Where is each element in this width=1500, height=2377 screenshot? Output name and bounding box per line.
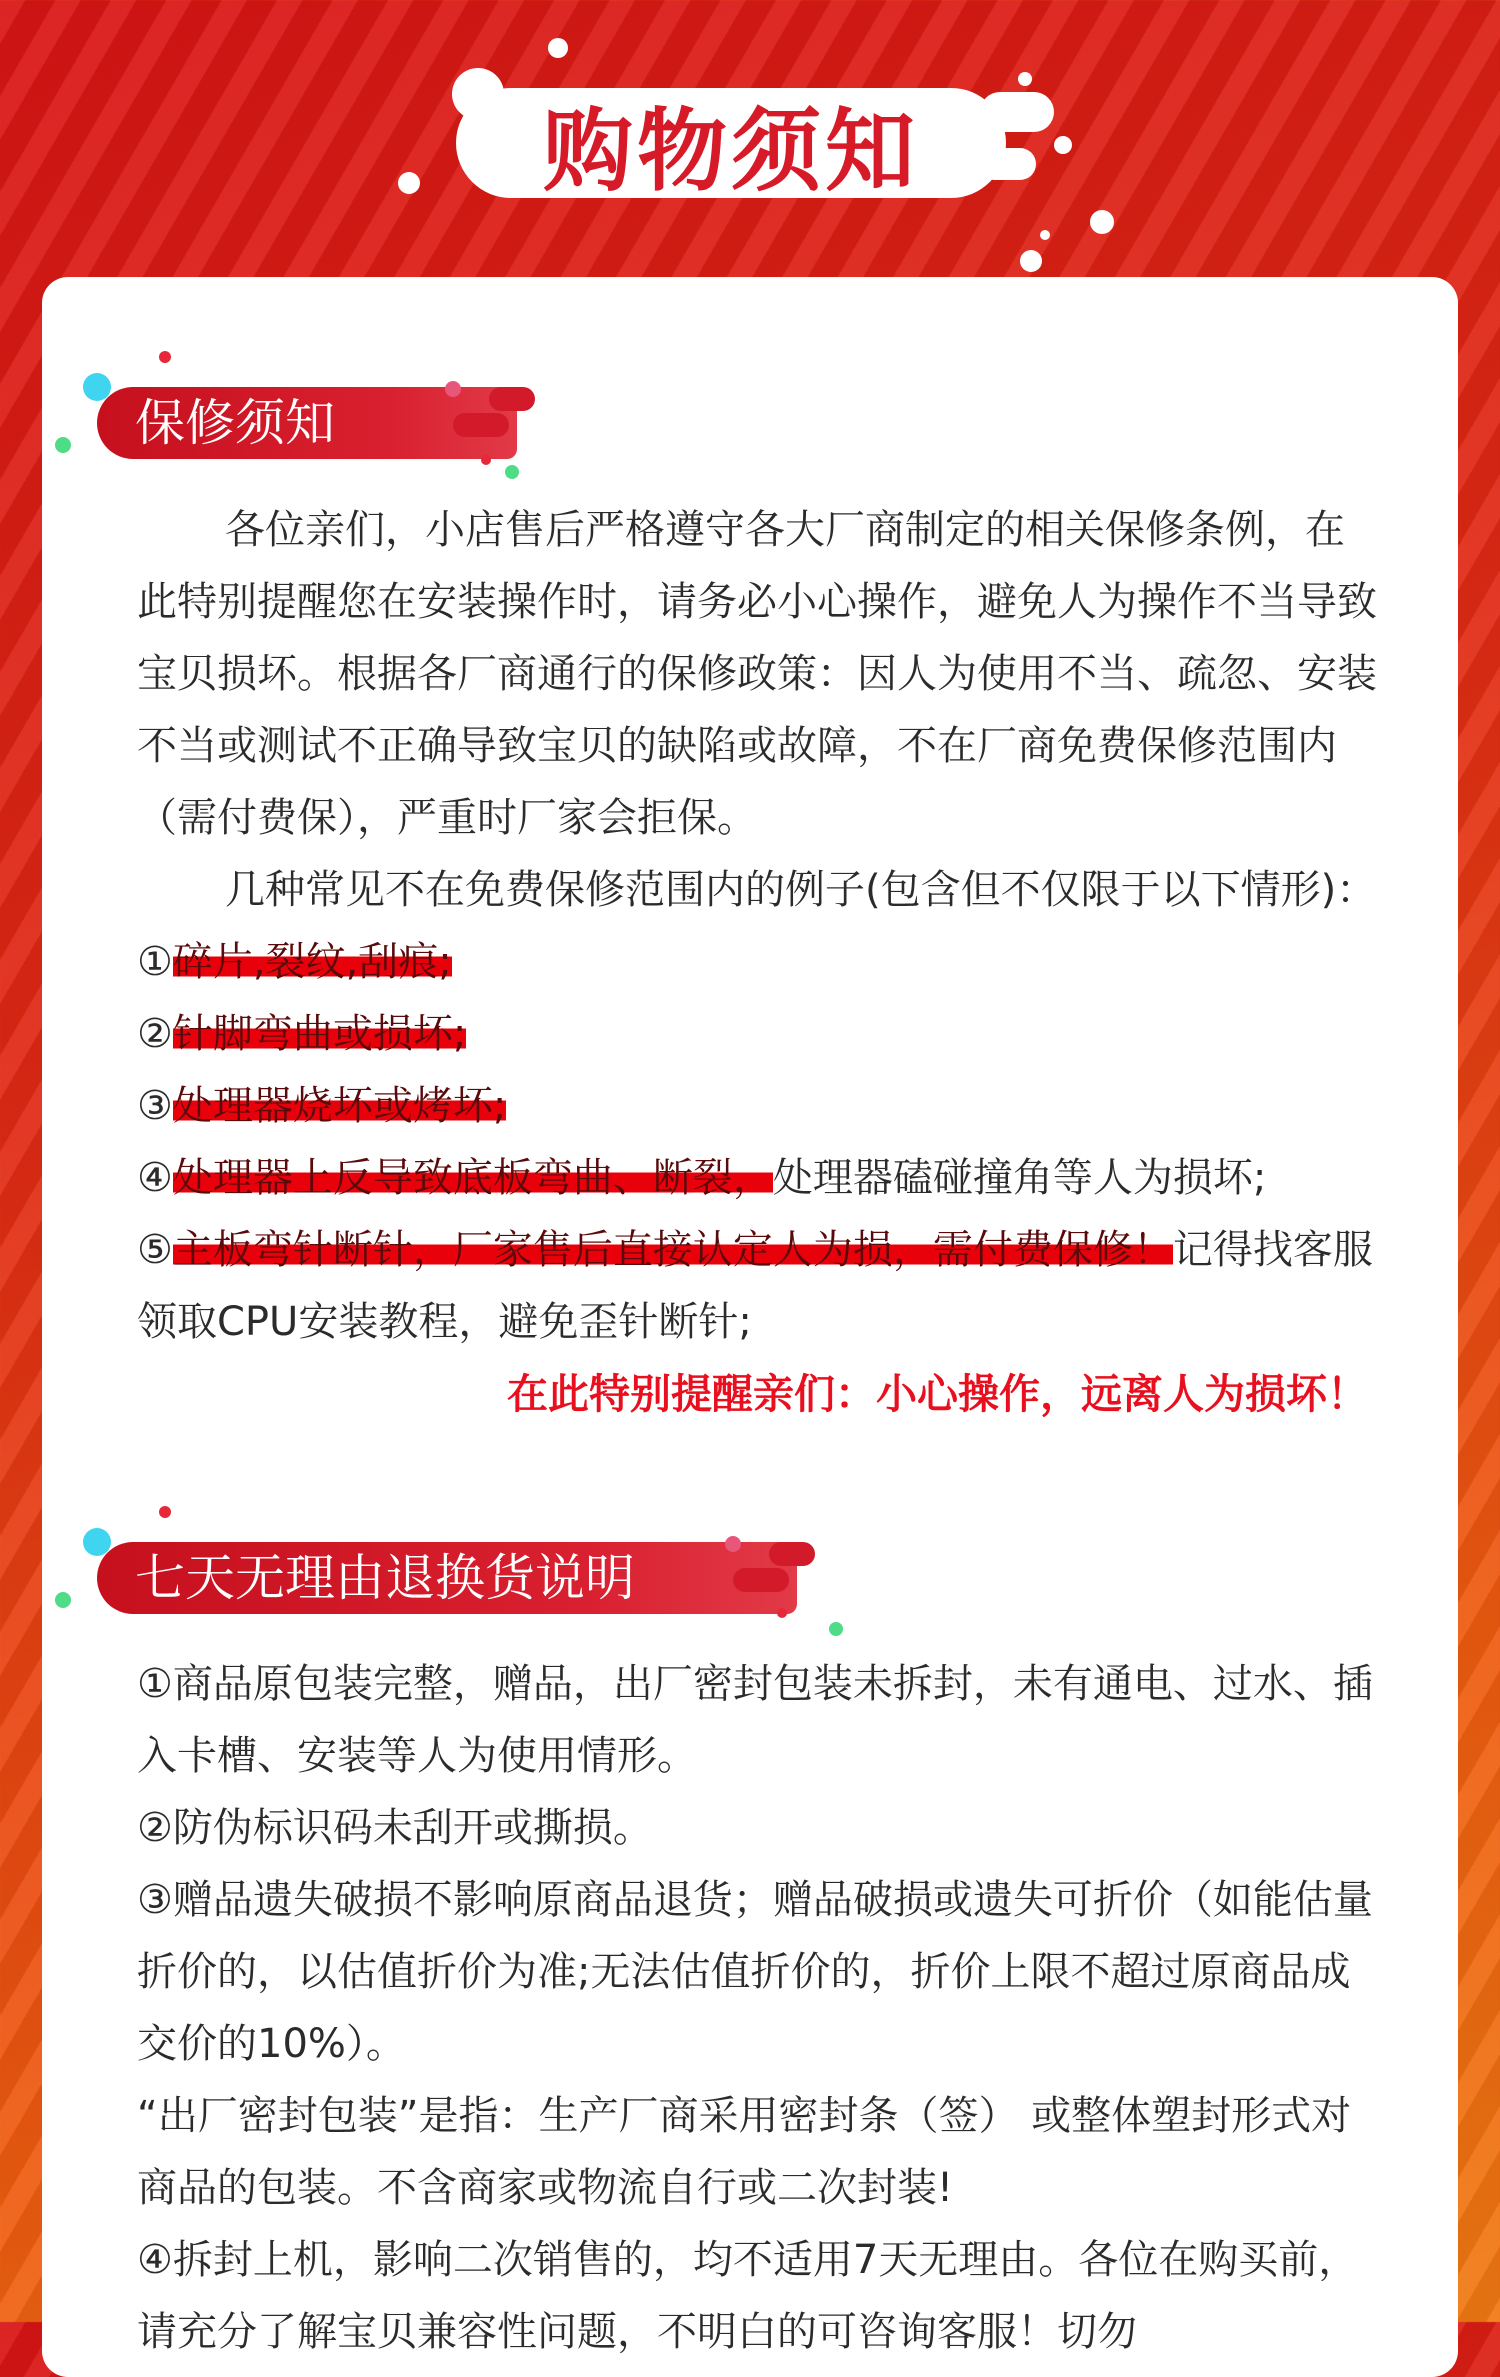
highlighted-text: 针脚弯曲或损坏; xyxy=(172,1011,467,1057)
section-title: 七天无理由退换货说明 xyxy=(135,1549,635,1607)
decor-dot xyxy=(1018,72,1032,86)
section-title: 保修须知 xyxy=(135,394,335,452)
item-number: ② xyxy=(137,1011,173,1057)
decor-dot xyxy=(445,381,461,397)
decor-dot xyxy=(1090,210,1114,234)
highlighted-text: 处理器烧坏或烤坏; xyxy=(172,1083,507,1129)
decor-dot xyxy=(1054,136,1072,154)
section-header-returns xyxy=(85,1542,845,1614)
decor-dot xyxy=(505,465,519,479)
returns-line: ②防伪标识码未刮开或撕损。 xyxy=(137,1805,653,1851)
page-title: 购物须知 xyxy=(543,99,919,204)
decor-dot xyxy=(1040,230,1050,240)
highlighted-text: 处理器上反导致底板弯曲、断裂， xyxy=(172,1155,773,1201)
item-text: 处理器磕碰撞角等人为损坏; xyxy=(772,1155,1267,1201)
warranty-item xyxy=(137,998,1382,1070)
warranty-item xyxy=(137,1070,1382,1142)
decor-dot xyxy=(159,1506,171,1518)
returns-line: ③赠品遗失破损不影响原商品退货；赠品破损或遗失可折价（如能估量折价的，以估值折价为准;无法估值折价的，折价上限不超过原商品成交价的10%）。 xyxy=(137,1877,1373,2067)
item-number: ① xyxy=(137,939,173,985)
decor-dot xyxy=(489,387,535,411)
returns-line: ①商品原包装完整，赠品，出厂密封包装未拆封，未有通电、过水、插入卡槽、安装等人为使用情形。 xyxy=(137,1661,1373,1779)
decor-dot xyxy=(769,1542,815,1566)
decor-dot xyxy=(725,1536,741,1552)
decor-dot xyxy=(481,455,491,465)
decor-dot xyxy=(453,413,509,437)
decor-dot xyxy=(398,172,420,194)
highlighted-text: 主板弯针断针，厂家售后直接认定人为损，需付费保修！ xyxy=(172,1227,1173,1273)
warranty-item xyxy=(137,926,1382,998)
warranty-item xyxy=(137,1214,1382,1358)
warranty-paragraph-2: 几种常见不在免费保修范围内的例子(包含但不仅限于以下情形)： xyxy=(225,867,1377,913)
item-number: ④ xyxy=(137,1155,173,1201)
warranty-text xyxy=(137,494,1382,1430)
decor-dot xyxy=(55,1592,71,1608)
returns-line: “出厂密封包装”是指：生产厂商采用密封条（签） 或整体塑封形式对商品的包装。不含商家或物流自行或二次封装! xyxy=(137,2093,1352,2211)
decor-dot xyxy=(829,1622,843,1636)
decor-dot xyxy=(159,351,171,363)
decor-dot xyxy=(55,437,71,453)
decor-dot xyxy=(777,1608,787,1618)
warning-text: 在此特别提醒亲们：小心操作，远离人为损坏！ xyxy=(507,1370,1368,1418)
decor-dot xyxy=(1020,250,1042,272)
section-header-warranty xyxy=(85,387,565,459)
decor-dot xyxy=(83,1528,111,1556)
item-number: ③ xyxy=(137,1083,173,1129)
highlighted-text: 碎片,裂纹,刮痕; xyxy=(172,939,452,985)
decor-dot xyxy=(83,373,111,401)
warranty-paragraph-1: 各位亲们，小店售后严格遵守各大厂商制定的相关保修条例，在此特别提醒您在安装操作时，请务必小心操作，避免人为操作不当导致宝贝损坏。根据各厂商通行的保修政策：因人为使用不当、疏忽、安装不当或测试不正确导致宝贝的缺陷或故障，不在厂商免费保修范围内（需付费保），严重时厂家会拒保。 xyxy=(137,507,1377,841)
decor-dot xyxy=(548,38,568,58)
warranty-item xyxy=(137,1142,1382,1214)
returns-line: ④拆封上机，影响二次销售的，均不适用7天无理由。各位在购买前，请充分了解宝贝兼容性问题，不明白的可咨询客服！切勿 xyxy=(137,2237,1359,2355)
item-text: 记得找客服领取CPU安装教程，避免歪针断针; xyxy=(137,1227,1373,1345)
top-banner xyxy=(0,0,1500,290)
decor-dot xyxy=(733,1568,789,1592)
item-number: ⑤ xyxy=(137,1227,173,1273)
returns-text xyxy=(137,1648,1382,2368)
